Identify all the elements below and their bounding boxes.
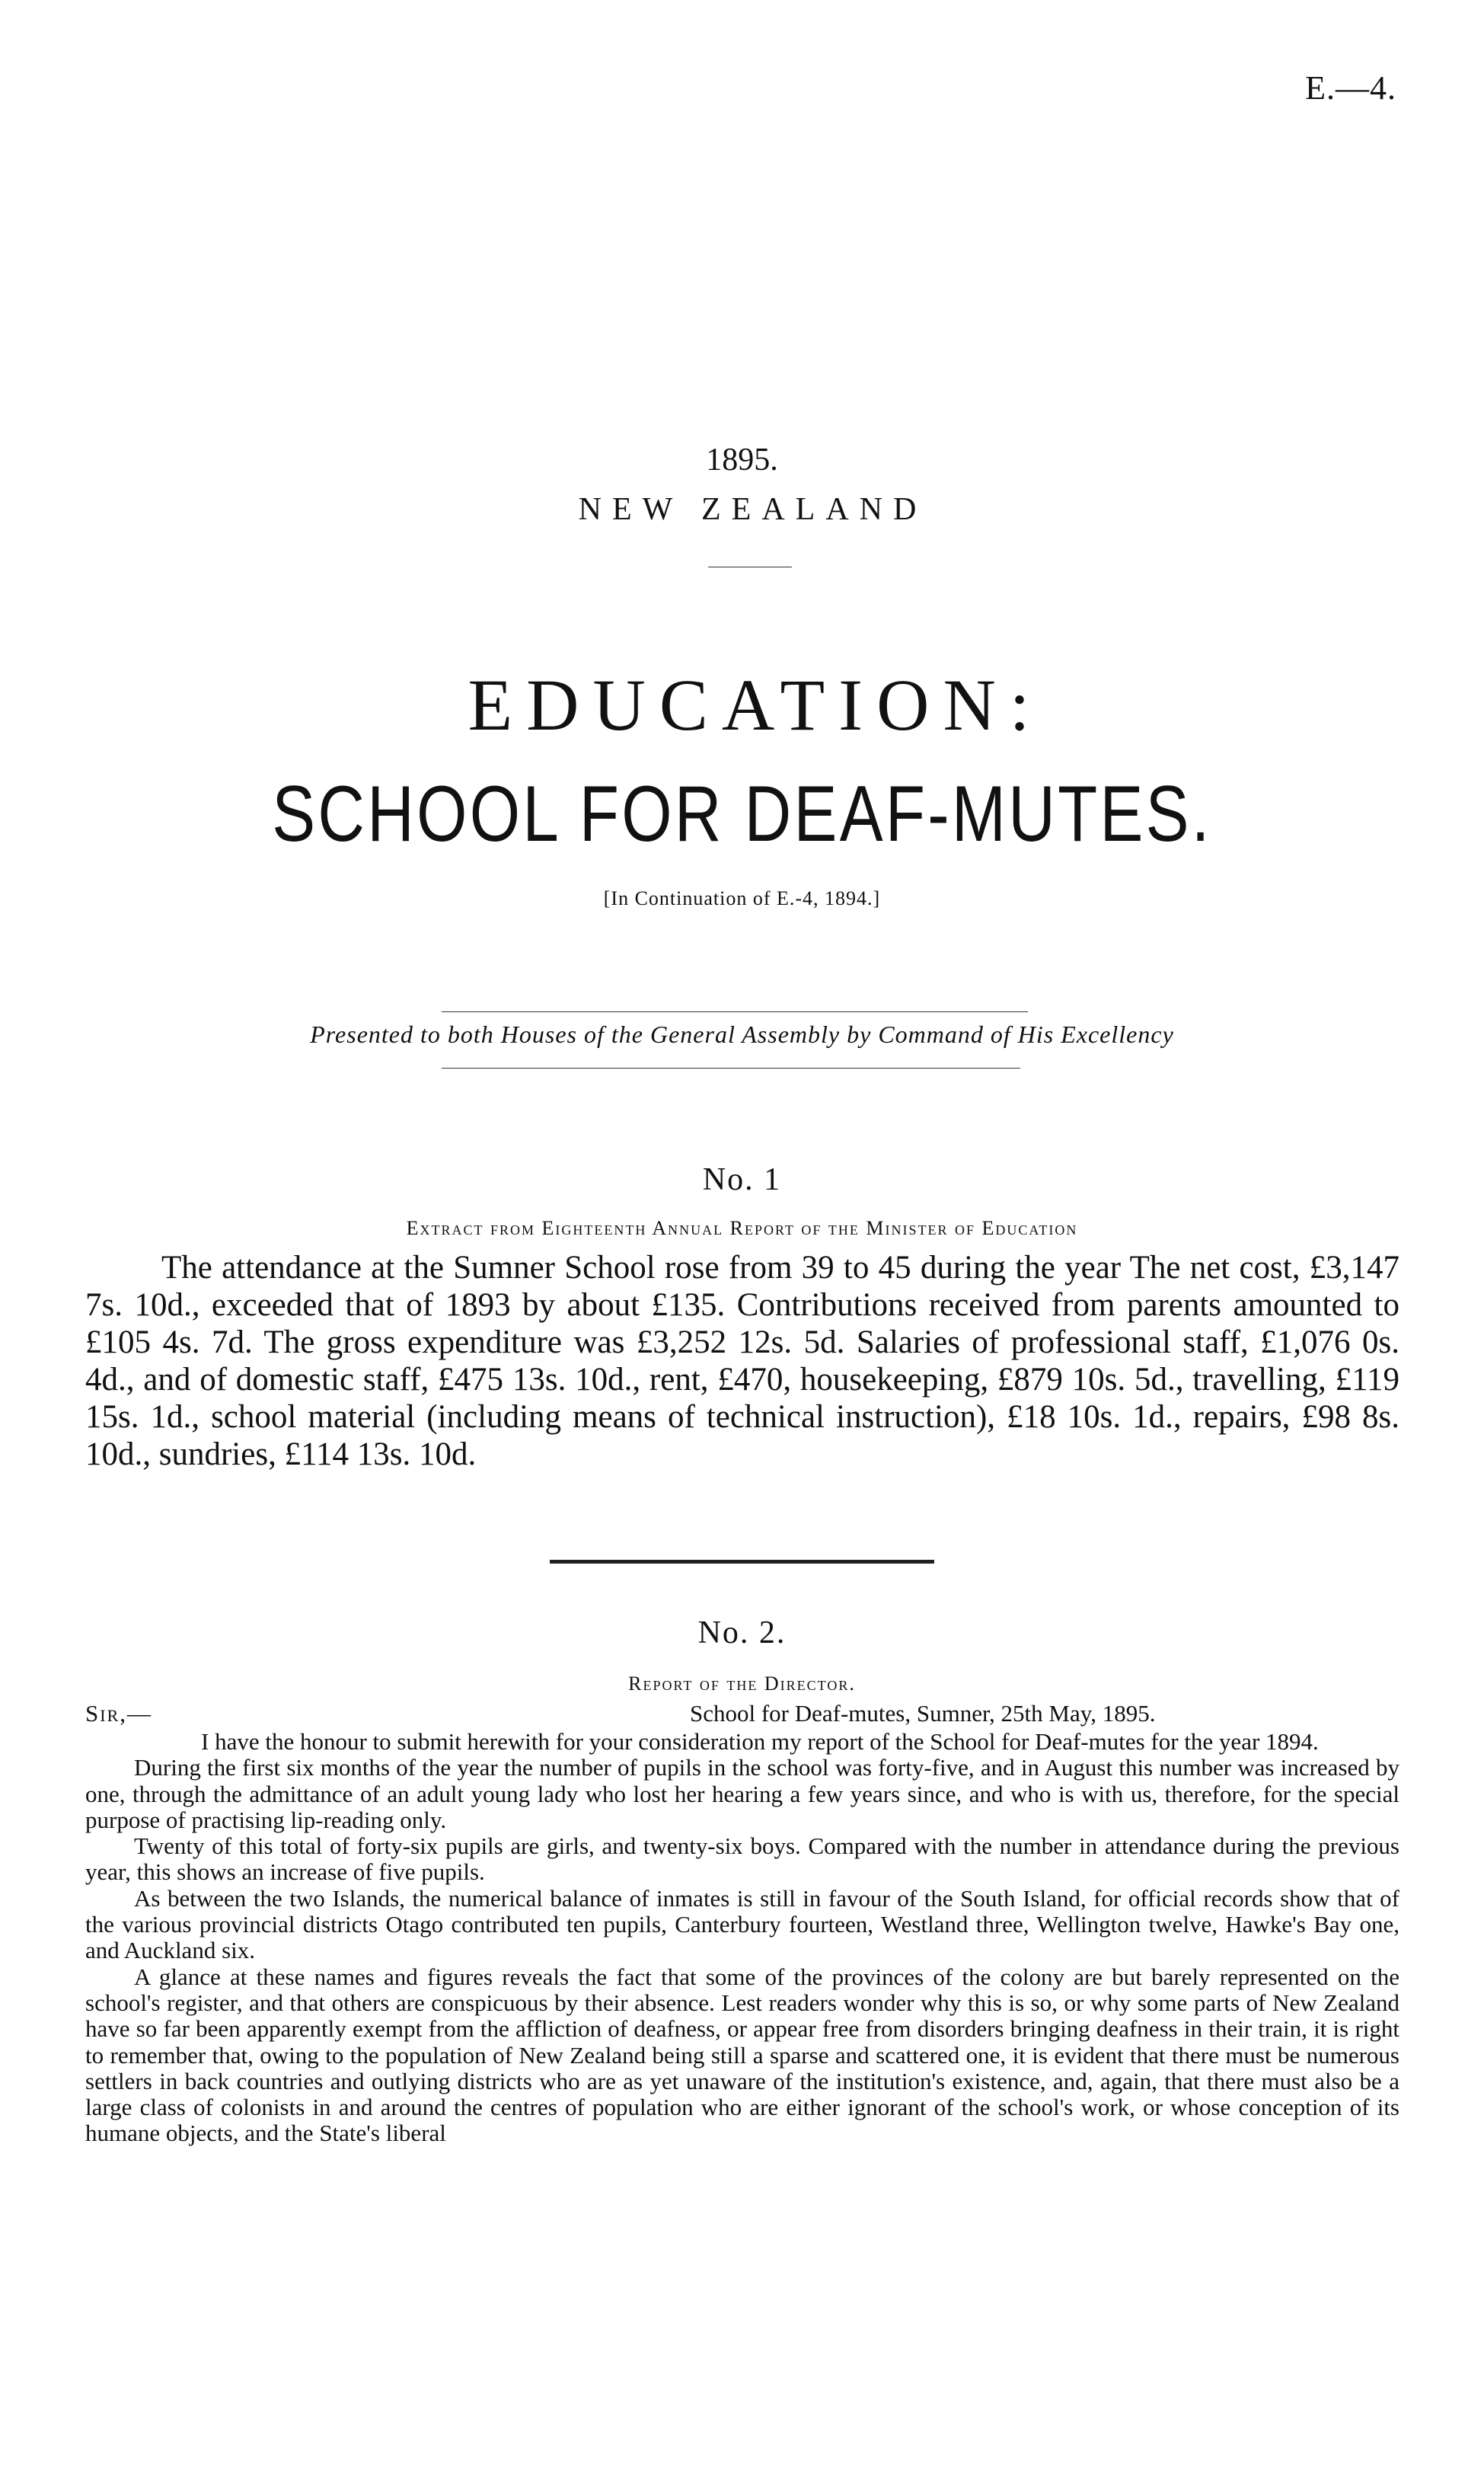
section-1-heading: Extract from Eighteenth Annual Report of the Minister of Education xyxy=(406,1217,1078,1239)
report-paragraph: During the first six months of the year the number of pupils in the school was forty-five, and in August this number was increased by one, through the admittance of an adult young lady who lost her hearing a few years since, and who is with us, therefore, for the special purpose of practising lip-reading only. xyxy=(85,1754,1399,1833)
section-2-heading: Report of the Director. xyxy=(628,1673,856,1695)
report-paragraph: Twenty of this total of forty-six pupils are girls, and twenty-six boys. Compared with the number in attendance during the previous year, this shows an increase of five pupils. xyxy=(85,1832,1399,1886)
section-divider xyxy=(550,1560,934,1564)
report-paragraph: A glance at these names and figures reveals the fact that some of the provinces of the colony are but barely represented on the school's register, and that others are conspicuous by their absence. Lest readers wonder why this is so, or why some parts of New Zealand have so far been apparently exempt from the affliction of deafness, or appear free from disorders bringing deafness in their train, it is right to remember that, owing to the population of New Zealand being still a sparse and scattered one, it is evident that there must be numerous settlers in back countries and outlying districts who are as yet unaware of the institution's existence, and, again, that there must also be a large class of colonists in and around the centres of population who are either ignorant of the school's work, or whose conception of its humane objects, and the State's liberal xyxy=(85,1963,1399,2147)
presented-bottom-rule xyxy=(442,1068,1020,1069)
section-1-paragraph: The attendance at the Sumner School rose from 39 to 45 during the year The net cost, £3,147 7s. 10d., exceeded that of 1893 by about £135. Contributions received from parents amounted to £105 4s. 7d. The gross expenditure was £3,252 12s. 5d. Salaries of professional staff, £1,076 0s. 4d., and of domestic staff, £475 13s. 10d., rent, £470, housekeeping, £879 10s. 5d., travelling, £119 15s. 1d., school material (including means of technical instruction), £18 10s. 1d., repairs, £98 8s. 10d., sundries, £114 13s. 10d. xyxy=(85,1250,1399,1472)
report-paragraph: I have the honour to submit herewith for your consideration my report of the School for Deaf-mutes for the year 1894. xyxy=(201,1728,1319,1755)
year: 1895. xyxy=(706,442,778,478)
country: NEW ZEALAND xyxy=(578,492,927,527)
page-code: E.—4. xyxy=(1305,69,1396,107)
presented-line: Presented to both Houses of the General Assembly by Command of His Excellency xyxy=(310,1021,1174,1048)
title-line-1: EDUCATION: xyxy=(468,664,1044,746)
section-1-number: No. 1 xyxy=(702,1162,782,1197)
dateline: School for Deaf-mutes, Sumner, 25th May, 1895. xyxy=(690,1700,1156,1727)
salutation: Sir,— xyxy=(85,1700,152,1727)
presented-top-rule xyxy=(442,1011,1028,1012)
section-1-body xyxy=(85,1249,1399,1473)
report-paragraph: As between the two Islands, the numerical balance of inmates is still in favour of the South Island, for official records show that of the various provincial districts Otago contributed ten pupils, Canterbury fourteen, Westland three, Wellington twelve, Hawke's Bay one, and Auckland six. xyxy=(85,1884,1399,1964)
section-2-number: No. 2. xyxy=(697,1615,787,1650)
continuation-note: [In Continuation of E.-4, 1894.] xyxy=(603,887,881,909)
title-line-2: SCHOOL FOR DEAF-MUTES. xyxy=(272,770,1212,858)
section-2-body xyxy=(85,1729,1399,2147)
